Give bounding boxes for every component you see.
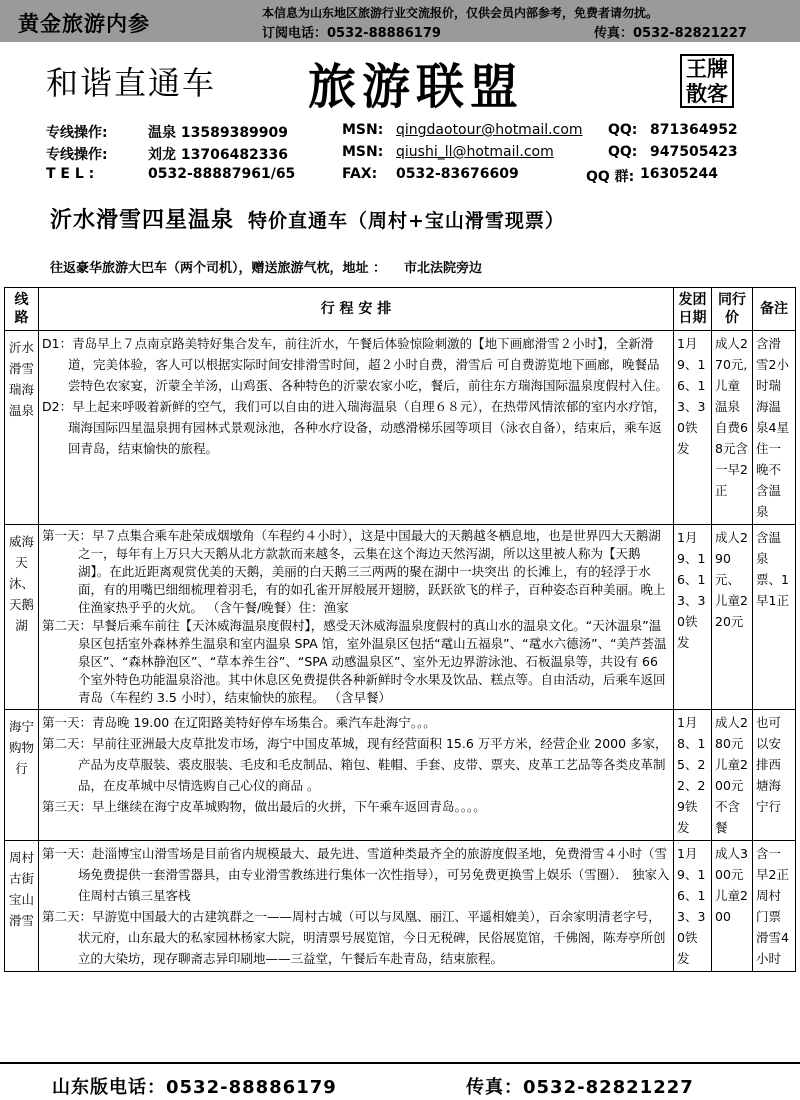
departure-dates: 1月9、16、13、30铁发	[674, 525, 712, 710]
msn-link[interactable]: qingdaotour@hotmail.com	[396, 122, 583, 138]
tel-number: 0532-88887961/65	[148, 166, 296, 182]
header-contact	[262, 22, 747, 41]
seal-stamp: 王牌散客	[680, 54, 734, 108]
slogan: 和谐直通车	[46, 64, 217, 102]
price-cell: 成人280元儿童200元不含餐	[712, 710, 753, 841]
qq-label: QQ:	[608, 122, 638, 138]
promo-main: 沂水滑雪四星温泉	[50, 207, 235, 233]
fax-label: FAX:	[342, 166, 378, 182]
msn-label: MSN:	[342, 122, 384, 138]
promo-title	[50, 203, 565, 234]
col-header-price: 同行价	[712, 288, 753, 331]
day-text: 第三天：早上继续在海宁皮革城购物，做出最后的火拼，下午乘车返回青岛。。。。	[42, 799, 486, 814]
brand-name: 黄金旅游内参	[18, 12, 150, 36]
day-text: 第二天：早游览中国最大的古建筑群之一——周村古城（可以与凤凰、丽江、平遥相媲美），百余家明清老字号，状元府，山东最大的私家园林杨家大院，明清票号展览馆，今日无税碑，民俗展览馆，千佛阁，陈寿亭所创立的大染坊，现存聊斋志异印刷地——三益堂，午餐后车赴青岛，结束旅程。	[42, 909, 666, 966]
contact-phone: 温泉 13589389909	[148, 125, 289, 141]
departure-dates: 1月8、15、22、29铁发	[674, 710, 712, 841]
day-text: 第一天：青岛晚 19.00 在辽阳路美特好停车场集合。乘汽车赴海宁。。。	[42, 715, 436, 730]
contact-label: 专线操作:	[46, 147, 108, 163]
itinerary-cell	[39, 710, 674, 841]
transport-info	[50, 257, 482, 276]
qq-group-number: 16305244	[640, 166, 718, 182]
table-header-row	[5, 288, 796, 331]
departure-dates: 1月9、16、13、30铁发	[674, 331, 712, 525]
col-header-note: 备注	[753, 288, 796, 331]
footer-fax: 传真：0532-82821227	[466, 1077, 694, 1098]
day-text: 第一天：赴淄博宝山滑雪场是目前省内规模最大、最先进、雪道种类最齐全的旅游度假圣地，免费滑雪４小时（雪场免费提供一套滑雪器具，由专业滑雪教练进行集体一次性指导），可另免费更换雪上娱乐（雪圈）． 独家入住周村古镇三星客栈	[42, 846, 670, 903]
qq-label: QQ:	[608, 144, 638, 160]
tel-label: T E L :	[46, 166, 95, 182]
price-cell: 成人270元,儿童温泉自费68元含一早2正	[712, 331, 753, 525]
day-text: 第二天：早前往亚洲最大皮草批发市场，海宁中国皮革城，现有经营面积 15.6 万平方米，经营企业 2000 多家，产品为皮草服装、裘皮服装、毛皮和毛皮制品、箱包、鞋帽、手套、皮带、票夹、皮革工艺品等各类皮革制品，在皮革城中尽情选购自己心仪的商品 。	[42, 736, 668, 793]
qq-number: 947505423	[650, 144, 738, 160]
itinerary-table	[4, 287, 796, 972]
col-header-route: 线路	[5, 288, 39, 331]
transport-text: 往返豪华旅游大巴车（两个司机），赠送旅游气枕，地址 ：	[50, 261, 387, 276]
qq-number: 871364952	[650, 122, 738, 138]
itinerary-cell	[39, 841, 674, 972]
transport-address: 市北法院旁边	[404, 261, 483, 276]
footer-divider	[0, 1062, 800, 1064]
table-row	[5, 841, 796, 972]
contact-label: 专线操作:	[46, 125, 108, 141]
promo-sub: 特价直通车（周村+宝山滑雪现票）	[248, 210, 565, 232]
price-cell: 成人290元、儿童220元	[712, 525, 753, 710]
price-cell: 成人300元儿童200	[712, 841, 753, 972]
day-text: 第二天：早餐后乘车前往【天沐威海温泉度假村】，感受天沐威海温泉度假村的真山水的温泉文化。“天沐温泉”温泉区包括室外森林养生温泉和室内温泉 SPA 馆，室外温泉区包括“鼋山五福泉”、“鼋水六德汤”、“美芦荟温泉区”、“森林静泡区”、“草本养生谷”、“SPA 动感温泉区”、室外无边界游泳池、石板温泉等，共设有 66 个室外特色功能温泉浴池。其中休息区免费提供各种新鲜时令水果及饮品、糕点等。自由活动，后乘车返回青岛（车程约 3.5 小时），结束愉快的旅程。 （含早餐）	[42, 618, 667, 705]
day-text: D1：青岛早上７点南京路美特好集合发车，前往沂水，午餐后体验惊险刺激的【地下画廊滑雪２小时】，全新滑道，完美体验，客人可以根据实际时间安排滑雪时间，超２小时自费，滑雪后 可自费游览地下画廊，晚餐品尝特色农家宴，沂蒙全羊汤，山鸡蛋、各种特色的沂蒙农家小吃，餐后，前往东方瑞海国际温泉度假村入住。	[42, 336, 669, 393]
note-cell: 含温泉票、1早1正	[753, 525, 796, 710]
note-cell: 含滑雪2小时瑞海温泉4星住一晚不含温泉	[753, 331, 796, 525]
qq-group-label: QQ 群:	[586, 169, 635, 185]
itinerary-cell	[39, 331, 674, 525]
footer-contact	[52, 1073, 694, 1099]
route-name: 海宁购物行	[5, 710, 39, 841]
route-name: 周村古街宝山滑雪	[5, 841, 39, 972]
itinerary-cell	[39, 525, 674, 710]
route-name: 沂水滑雪瑞海温泉	[5, 331, 39, 525]
header-notice: 本信息为山东地区旅游行业交流报价，仅供会员内部参考，免费者请勿扰。	[262, 6, 659, 20]
route-name: 威海天沐、天鹅湖	[5, 525, 39, 710]
col-header-itinerary: 行 程 安 排	[39, 288, 674, 331]
header-fax: 传真：0532-82821227	[594, 26, 747, 41]
contact-phone: 刘龙 13706482336	[148, 147, 289, 163]
fax-number: 0532-83676609	[396, 166, 519, 182]
msn-link[interactable]: qiushi_ll@hotmail.com	[396, 144, 554, 160]
note-cell: 也可以安排西塘海宁行	[753, 710, 796, 841]
table-row	[5, 710, 796, 841]
subscribe-phone: 订阅电话：0532-88886179	[262, 26, 441, 41]
departure-dates: 1月9、16、13、30铁发	[674, 841, 712, 972]
day-text: D2：早上起来呼吸着新鲜的空气，我们可以自由的进入瑞海温泉（自理６８元），在热带风情浓郁的室内水疗馆，瑞海国际四星温泉拥有园林式景观泳池，各种水疗设备，动感滑梯乐园等项目（泳衣自备），结束后，乘车返回青岛，结束愉快的旅程。	[42, 399, 666, 456]
day-text: 第一天：早７点集合乘车赴荣成烟墩角（车程约４小时），这是中国最大的天鹅越冬栖息地，也是世界四大天鹅湖之一，每年有上万只大天鹅从北方款款而来越冬，云集在这个海边天然泻湖，所以这里被人称为【天鹅湖】。在此近距离观赏优美的天鹅，美丽的白天鹅三三两两的聚在湖中一块突出 的长滩上，有的轻浮于水面，有的用嘴巴细细梳理着羽毛，有的如孔雀开屏般展开翅膀，跃跃欲飞的样子，百种姿态百种美丽。晚上住渔家热乎乎的火炕。 （含午餐/晚餐）住：渔家	[42, 528, 666, 615]
table-row	[5, 331, 796, 525]
note-cell: 含一早2正周村门票滑雪4小时	[753, 841, 796, 972]
footer-phone: 山东版电话：0532-88886179	[52, 1077, 337, 1098]
col-header-dates: 发团日期	[674, 288, 712, 331]
logo-text: 旅游联盟	[308, 59, 525, 115]
table-row	[5, 525, 796, 710]
msn-label: MSN:	[342, 144, 384, 160]
